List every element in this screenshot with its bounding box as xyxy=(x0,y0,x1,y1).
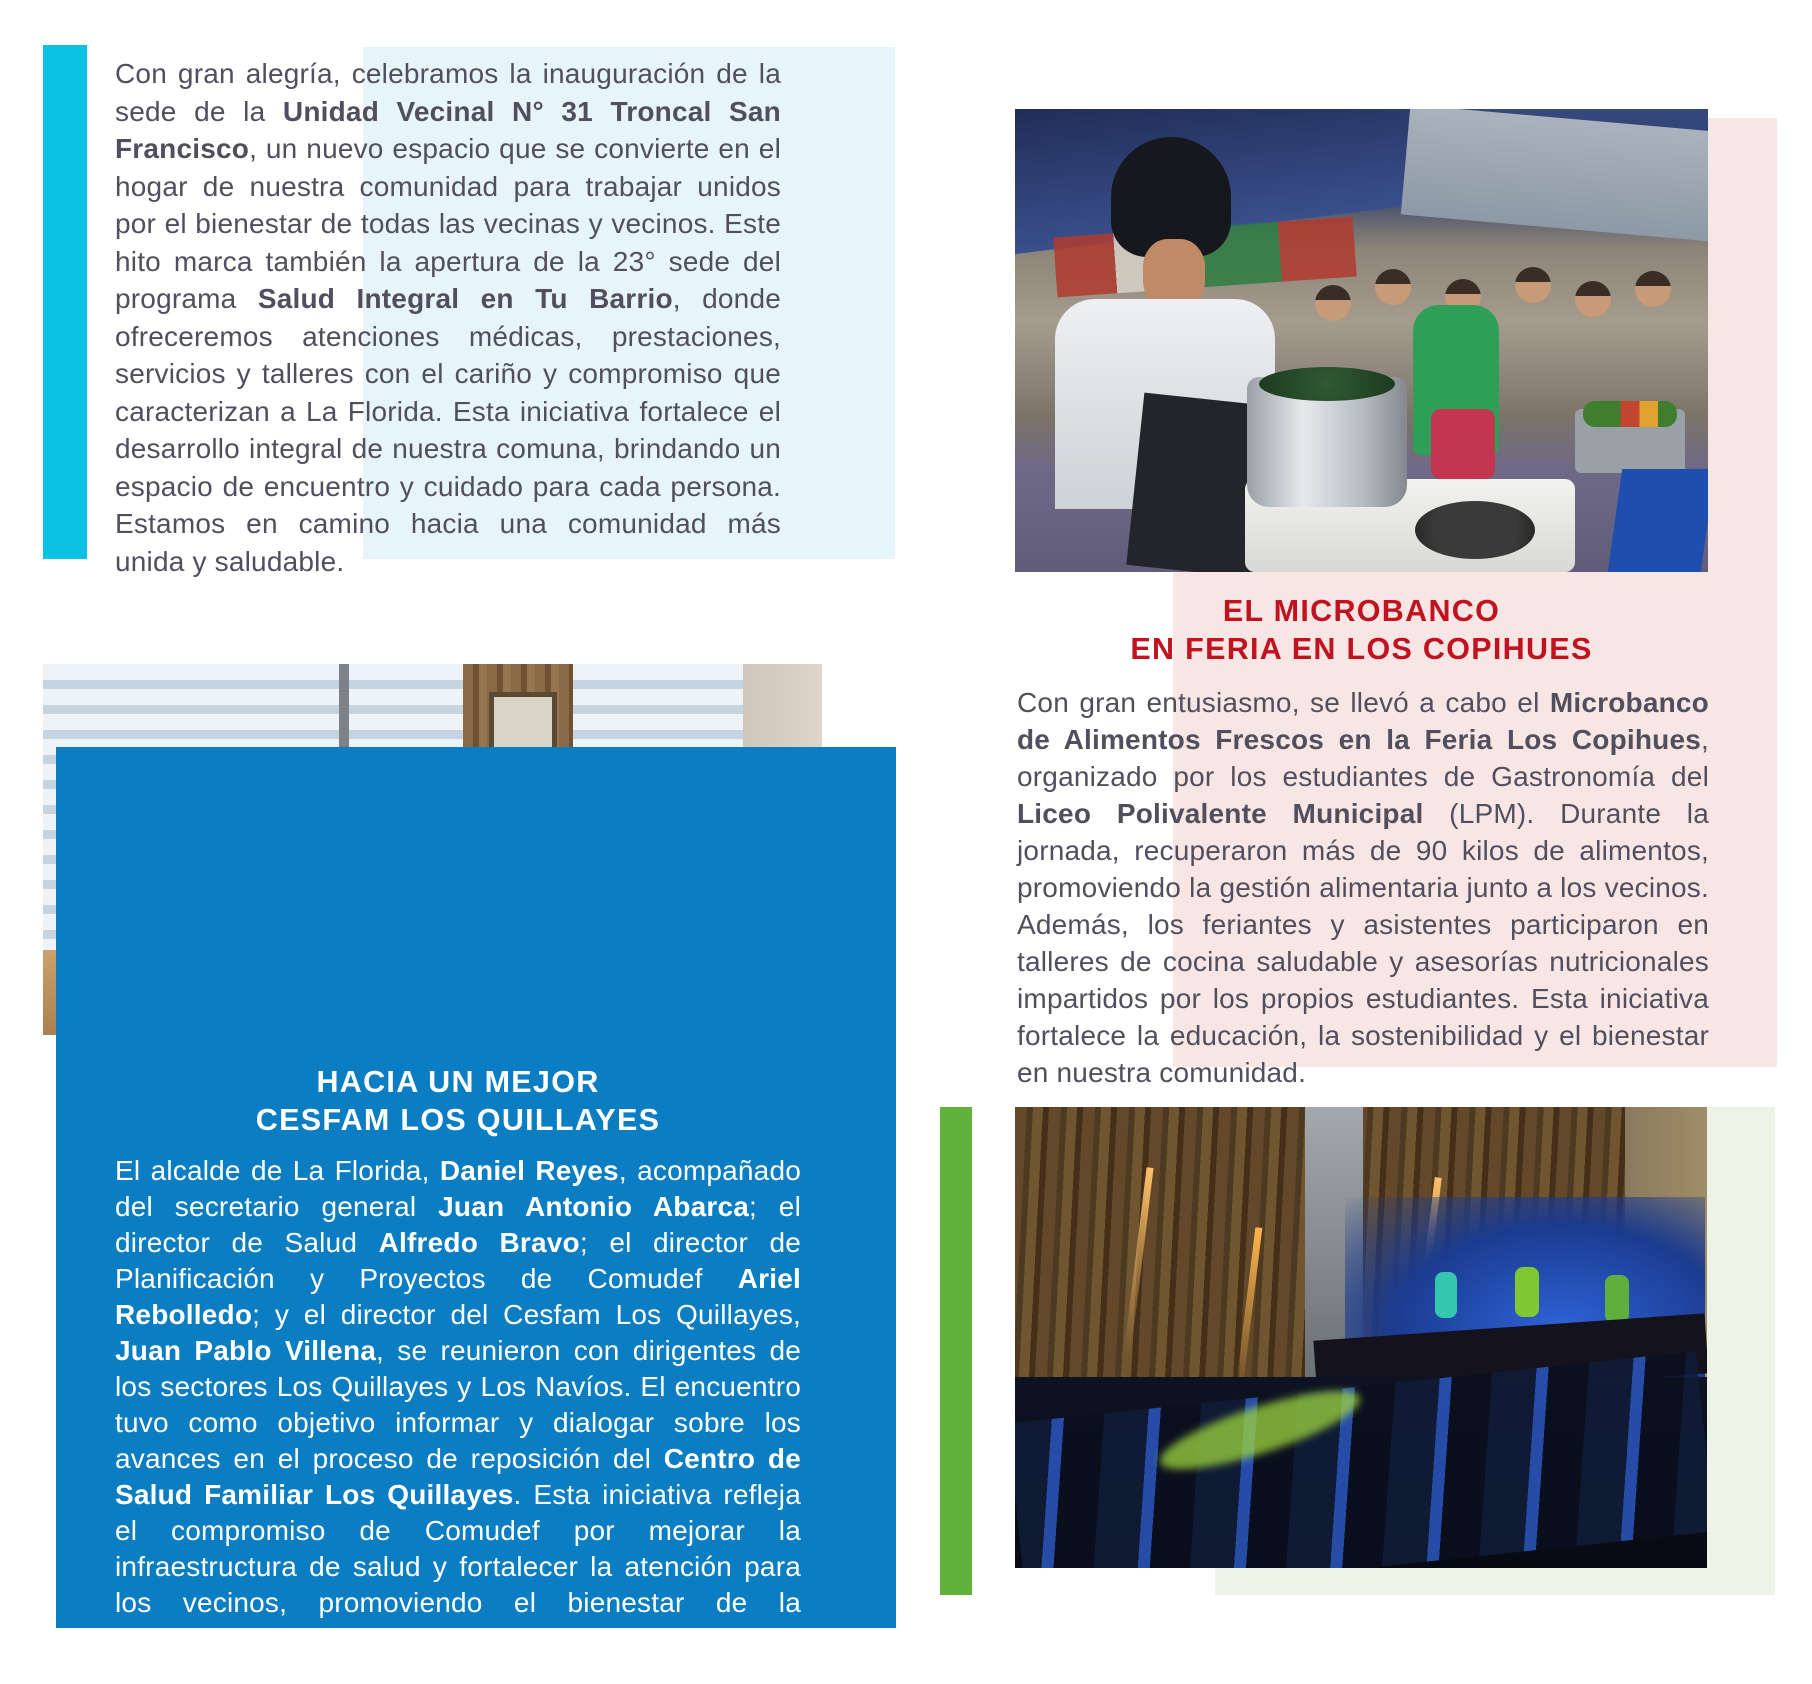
performer-shape xyxy=(1515,1267,1539,1317)
crowd-head-shape xyxy=(1575,281,1611,317)
burner-shape xyxy=(1415,501,1535,559)
story-microbanco xyxy=(1017,684,1709,1091)
story-unidad-vecinal xyxy=(115,55,781,580)
crowd-head-shape xyxy=(1515,267,1551,303)
performer-shape xyxy=(1435,1272,1457,1318)
cesfam-paragraph: El alcalde de La Florida, Daniel Reyes, acompañado del secretario general Juan Antonio Abarca; el director de Salud Alfredo Bravo; el director de Planificación y Proyectos de Comudef Ariel Rebolledo; y el director del Cesfam Los Quillayes, Juan Pablo Villena, se reunieron con dirigentes de los sectores Los Quillayes y Los Navíos. El encuentro tuvo como objetivo informar y dialogar sobre los avances en el proceso de reposición del Centro de Salud Familiar Los Quillayes. Esta iniciativa refleja el compromiso de Comudef por mejorar la infraestructura de salud y fortalecer la atención para los vecinos, promoviendo el bienestar de la comunidad. xyxy=(115,1155,802,1654)
photo-funcion-teatro xyxy=(1015,1107,1707,1568)
green-accent-bar xyxy=(940,1107,972,1595)
photo-microbanco-en-feria xyxy=(1015,109,1708,572)
cesfam-heading-line2: CESFAM LOS QUILLAYES xyxy=(255,1103,661,1137)
story-unidad-paragraph: Con gran alegría, celebramos la inauguración de la sede de la Unidad Vecinal N° 31 Troncal San Francisco, un nuevo espacio que se convierte en el hogar de nuestra comunidad para trabajar unidos por el bienestar de todas las vecinas y vecinos. Este hito marca también la apertura de la 23° sede del programa Salud Integral en Tu Barrio, donde ofreceremos atenciones médicas, prestaciones, servicios y talleres con el cariño y compromiso que caracterizan a La Florida. Esta iniciativa fortalece el desarrollo integral de nuestra comuna, brindando un espacio de encuentro y cuidado para cada persona. Estamos en camino hacia una comunidad más unida y saludable. xyxy=(115,58,782,577)
microbanco-heading-line2: EN FERIA EN LOS COPIHUES xyxy=(1130,632,1593,666)
cesfam-heading xyxy=(115,1063,801,1139)
veggies-shape xyxy=(1583,401,1677,427)
performer-shape xyxy=(1605,1275,1629,1323)
microbanco-paragraph: Con gran entusiasmo, se llevó a cabo el Microbanco de Alimentos Frescos en la Feria Los Copihues, organizado por los estudiantes de Gastronomía del Liceo Polivalente Municipal (LPM). Durante la jornada, recuperaron más de 90 kilos de alimentos, promoviendo la gestión alimentaria junto a los vecinos. Además, los feriantes y asistentes participaron en talleres de cocina saludable y asesorías nutricionales impartidos por los propios estudiantes. Esta iniciativa fortalece la educación, la sostenibilidad y el bienestar en nuestra comunidad. xyxy=(1017,687,1709,1088)
crowd-head-shape xyxy=(1635,271,1671,307)
cesfam-card xyxy=(56,747,896,1654)
cesfam-heading-line1: HACIA UN MEJOR xyxy=(316,1065,600,1099)
microbanco-heading-line1: EL MICROBANCO xyxy=(1222,594,1501,628)
crowd-head-shape xyxy=(1315,285,1351,321)
microbanco-heading xyxy=(1015,592,1708,668)
blue-table-cloth-shape xyxy=(1608,469,1708,572)
cyan-accent-bar xyxy=(43,45,87,559)
canopy-gray-shape xyxy=(1401,109,1708,243)
pot-contents-shape xyxy=(1259,367,1395,401)
red-bag-shape xyxy=(1431,409,1495,479)
crowd-head-shape xyxy=(1375,269,1411,305)
